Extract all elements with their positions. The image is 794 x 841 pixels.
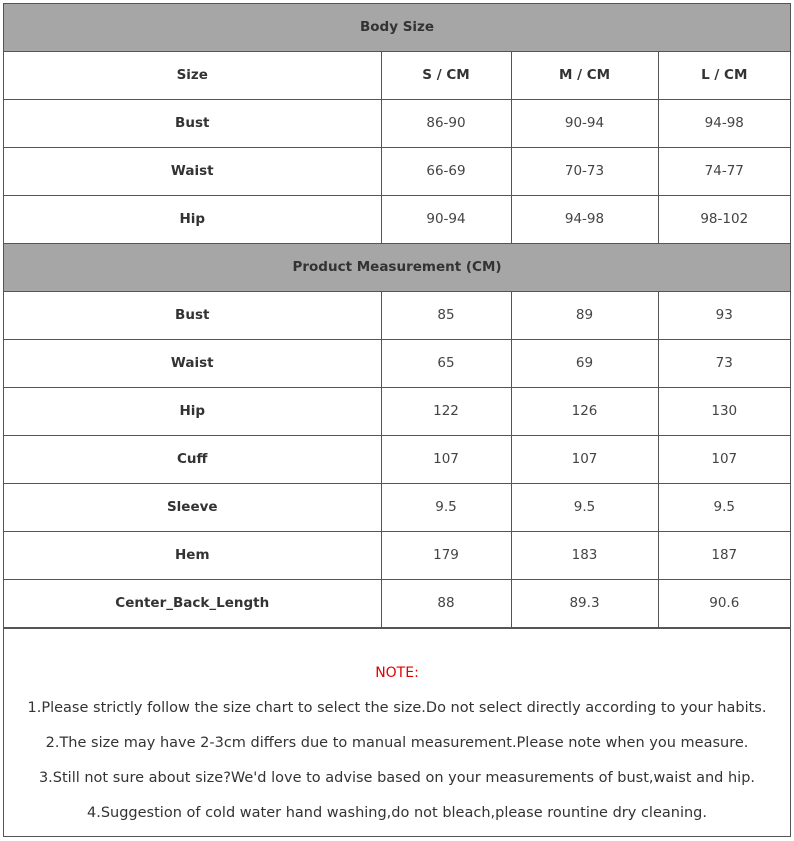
table-cell: 130	[658, 388, 790, 436]
table-row	[4, 484, 790, 532]
table-row	[4, 580, 790, 628]
note-title: NOTE:	[375, 665, 419, 681]
table-cell: 65	[381, 340, 511, 388]
table-cell: 9.5	[658, 484, 790, 532]
table-cell: 70-73	[511, 148, 658, 196]
table-cell: 69	[511, 340, 658, 388]
table-cell: 94-98	[511, 196, 658, 244]
note-line-4: 4.Suggestion of cold water hand washing,do not bleach,please rountine dry cleaning.	[87, 805, 707, 821]
s-column-header: S / CM	[381, 52, 511, 100]
row-label-waist: Waist	[4, 340, 381, 388]
notes-section	[4, 628, 790, 836]
table-cell: 107	[658, 436, 790, 484]
table-cell: 74-77	[658, 148, 790, 196]
table-row	[4, 148, 790, 196]
table-cell: 122	[381, 388, 511, 436]
table-cell: 187	[658, 532, 790, 580]
table-cell: 9.5	[381, 484, 511, 532]
size-column-header: Size	[4, 52, 381, 100]
note-line-3: 3.Still not sure about size?We'd love to advise based on your measurements of bust,waist and hip.	[38, 770, 756, 786]
note-line-1: 1.Please strictly follow the size chart to select the size.Do not select directly according to your habits.	[27, 700, 767, 716]
table-cell: 90-94	[381, 196, 511, 244]
table-cell: 86-90	[381, 100, 511, 148]
row-label-waist: Waist	[4, 148, 381, 196]
table-row	[4, 436, 790, 484]
table-cell: 88	[381, 580, 511, 628]
table-cell: 66-69	[381, 148, 511, 196]
row-label-hip: Hip	[4, 196, 381, 244]
table-cell: 98-102	[658, 196, 790, 244]
product-measurement-header-row	[4, 244, 790, 292]
row-label-center-back-length: Center_Back_Length	[4, 580, 381, 628]
table-cell: 89.3	[511, 580, 658, 628]
product-measurement-title: Product Measurement (CM)	[4, 244, 790, 292]
row-label-sleeve: Sleeve	[4, 484, 381, 532]
m-column-header: M / CM	[511, 52, 658, 100]
table-cell: 126	[511, 388, 658, 436]
table-row	[4, 532, 790, 580]
table-cell: 107	[381, 436, 511, 484]
size-column-header-row	[4, 52, 790, 100]
table-row	[4, 292, 790, 340]
table-row	[4, 340, 790, 388]
table-cell: 94-98	[658, 100, 790, 148]
table-row	[4, 100, 790, 148]
table-cell: 183	[511, 532, 658, 580]
table-cell: 73	[658, 340, 790, 388]
table-cell: 9.5	[511, 484, 658, 532]
size-table	[4, 4, 790, 628]
row-label-hem: Hem	[4, 532, 381, 580]
row-label-cuff: Cuff	[4, 436, 381, 484]
table-cell: 85	[381, 292, 511, 340]
table-row	[4, 388, 790, 436]
table-cell: 89	[511, 292, 658, 340]
size-chart	[3, 3, 791, 837]
l-column-header: L / CM	[658, 52, 790, 100]
row-label-bust: Bust	[4, 100, 381, 148]
note-line-2: 2.The size may have 2-3cm differs due to manual measurement.Please note when you measure.	[45, 735, 749, 751]
body-size-header-row	[4, 4, 790, 52]
table-cell: 179	[381, 532, 511, 580]
body-size-title: Body Size	[4, 4, 790, 52]
row-label-bust: Bust	[4, 292, 381, 340]
table-cell: 107	[511, 436, 658, 484]
table-cell: 90.6	[658, 580, 790, 628]
table-row	[4, 196, 790, 244]
row-label-hip: Hip	[4, 388, 381, 436]
table-cell: 93	[658, 292, 790, 340]
table-cell: 90-94	[511, 100, 658, 148]
